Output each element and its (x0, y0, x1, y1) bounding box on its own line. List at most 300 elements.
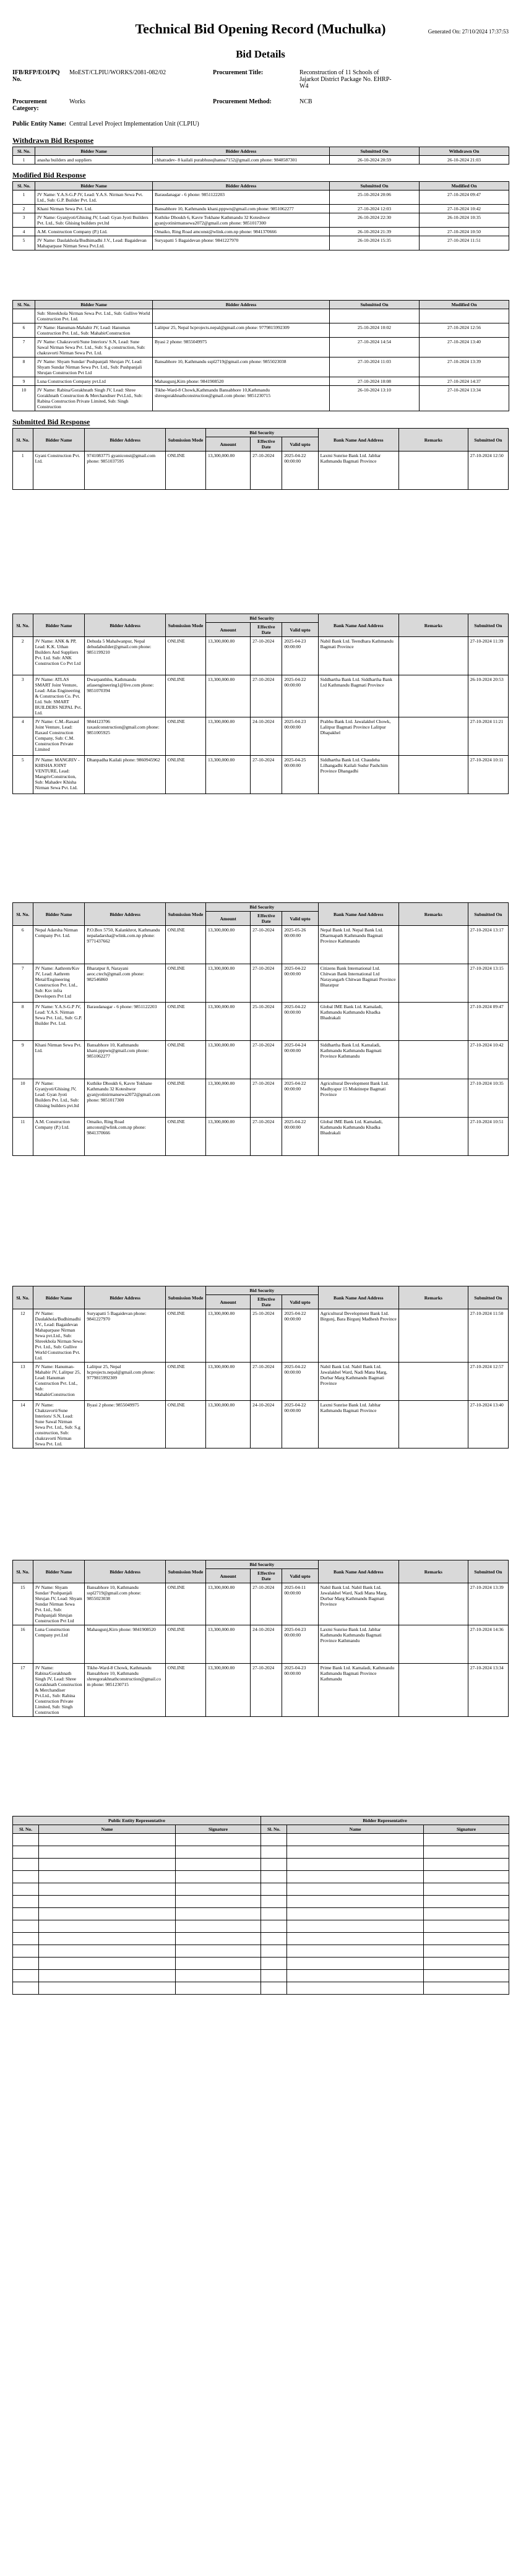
modified-header-cell: Bidder Name (35, 182, 153, 190)
modified-cell: 26-10-2024 22:30 (330, 213, 420, 228)
submitted-header-cell: Sl. No. (13, 1286, 33, 1309)
submitted-cell: 5 (13, 756, 33, 794)
submitted-cell: Laxmi Sunrise Bank Ltd. Jabltar Kathmandu Bagmati Province (318, 1401, 398, 1448)
submitted-cell: Mahaugunj,Kirn phone: 9841908520 (85, 1625, 165, 1664)
rep-header-cell: Signature (424, 1825, 509, 1834)
submitted-cell: 27-10-2024 12:50 (468, 451, 508, 490)
submitted-cell: 27-10-2024 (251, 1079, 282, 1118)
rep-cell (424, 1958, 509, 1970)
modified-cont-cell: 26-10-2024 13:10 (330, 386, 420, 411)
submitted-header-cell: Bidder Address (85, 429, 165, 451)
submitted-cell: 2025-04-24 00:00:00 (282, 1041, 318, 1079)
submitted-cell: Laxmi Sunrise Bank Ltd. Jabltar Kathmandu Bagmati Province (318, 451, 398, 490)
submitted-cell: 27-10-2024 (251, 1363, 282, 1401)
modified-header-cell: Modified On (420, 182, 509, 190)
submitted-cell: 2025-04-22 00:00:00 (282, 964, 318, 1003)
ifb-label: IFB/RFP/EOI/PQ No. (12, 69, 60, 83)
submitted-cell: Khani Nirman Sewa Pvt. Ltd. (33, 1041, 85, 1079)
submitted-cell: 16 (13, 1625, 33, 1664)
bid-security-subheader: Valid upto (282, 437, 318, 451)
rep-cell (176, 1945, 261, 1958)
modified-cell: 27-10-2024 11:51 (420, 236, 509, 250)
submitted-cell: 27-10-2024 13:39 (468, 1583, 508, 1625)
modified-cont-row (13, 323, 509, 338)
withdrawn-header-cell: Bidder Address (153, 147, 330, 156)
modified-cont-cell: Luna Construction Company pvt.Ltd (35, 377, 153, 386)
rep-cell (424, 1896, 509, 1908)
submitted-cell: 7 (13, 964, 33, 1003)
modified-row (13, 205, 509, 213)
modified-cont-header-cell: Modified On (420, 301, 509, 309)
rep-row (13, 1859, 509, 1871)
bid-security-subheader: Effective Date (251, 623, 282, 637)
modified-cell: JV Name: Daulakhola/Budhimadhi J.V., Lead: Bagaidevan Mahaparpase Nirman Sewa Pvt.Ltd. (35, 236, 153, 250)
modified-cont-header-cell: Bidder Name (35, 301, 153, 309)
rep-row (13, 1908, 509, 1920)
submitted-row (13, 1309, 509, 1363)
submitted-cell: Byasi 2 phone: 9855049975 (85, 1401, 165, 1448)
modified-cont-cell: 6 (13, 323, 35, 338)
submitted-cell: Gyani Construction Pvt. Ltd. (33, 451, 85, 490)
rep-row (13, 1834, 509, 1846)
modified-cell: JV Name: Gyanjyoti/Ghising JV, Lead: Gyan Jyoti Builders Pvt. Ltd., Sub: Ghising builders pvt.ltd (35, 213, 153, 228)
submitted-cell: ONLINE (165, 964, 205, 1003)
submitted-cell (398, 1118, 468, 1156)
withdrawn-heading: Withdrawn Bid Response (12, 136, 94, 145)
submitted-cell: 27-10-2024 10:11 (468, 756, 508, 794)
rep-cell (13, 1945, 39, 1958)
rep-cell (176, 1920, 261, 1933)
rep-cell (176, 1883, 261, 1896)
bid-security-subheader: Amount (205, 1295, 250, 1309)
submitted-cell: Nabil Bank Ltd. Teendhara Kathmandu Bagmati Province (318, 637, 398, 675)
method-label: Procurement Method: (213, 98, 272, 105)
submitted-row (13, 1041, 509, 1079)
submitted-cell: 13,300,000.00 (205, 1079, 250, 1118)
submitted-cell: 13,300,000.00 (205, 717, 250, 756)
rep-cell (39, 1920, 176, 1933)
submitted-cell: 27-10-2024 14:36 (468, 1625, 508, 1664)
entity-value: Central Level Project Implementation Unit (CLPIU) (69, 121, 199, 127)
submitted-cell: Siddhartha Bank Ltd. Siddhartha Bank Ltd Kathmandu Bagmati Province (318, 675, 398, 717)
submitted-cell: Laxmi Sunrise Bank Ltd. Jabltar Kathmandu Kathmandu Bagmati Province Kathmandu (318, 1625, 398, 1664)
modified-cont-cell: Byasi 2 phone: 9855049975 (153, 338, 330, 357)
submitted-cell: 25-10-2024 (251, 1003, 282, 1041)
submitted-cell: 27-10-2024 12:57 (468, 1363, 508, 1401)
rep-cell (424, 1933, 509, 1945)
public-entity-rep-heading: Public Entity Representative (13, 1816, 261, 1825)
category-value: Works (69, 98, 85, 105)
submitted-header-cell: Sl. No. (13, 1560, 33, 1583)
rep-cell (13, 1871, 39, 1883)
submitted-cell: Bansabhore 10, Kathmandu khani.pppwn@gmail.com phone: 9851062277 (85, 1041, 165, 1079)
submitted-cell: 2025-04-22 00:00:00 (282, 1003, 318, 1041)
rep-cell (261, 1896, 287, 1908)
submitted-cell: 27-10-2024 11:21 (468, 717, 508, 756)
submitted-cell: JV Name: C.M.-Raxaul Joint Venture, Lead: Raxaul Construction Company, Sub: C.M. Construction Private Limited (33, 717, 85, 756)
submitted-table (12, 1560, 509, 1717)
modified-cont-row (13, 377, 509, 386)
submitted-header-cell: Submitted On (468, 614, 508, 637)
ifb-value: MoEST/CLPIU/WORKS/2081-082/02 (69, 69, 166, 76)
submitted-cell: ONLINE (165, 717, 205, 756)
modified-cell: Bansabhore 10, Kathmandu khani.pppwn@gmail.com phone: 9851062277 (153, 205, 330, 213)
submitted-cell: 1 (13, 451, 33, 490)
rep-cell (13, 1933, 39, 1945)
submitted-cell (398, 926, 468, 964)
rep-cell (39, 1834, 176, 1846)
rep-cell (176, 1834, 261, 1846)
submitted-cell: JV Name: Rabina/Gorakhnath Singh JV, Lead: Shree Gorakhnath Construction & Merchandiser Pvt.Ltd., Sub: Rabina Construction Private Limited, Sub: Singh Construction (33, 1664, 85, 1717)
submitted-row (13, 675, 509, 717)
withdrawn-header-cell: Withdrawn On (420, 147, 509, 156)
submitted-cell: Prime Bank Ltd. Kamaladi, Kathmandu Kathmandu Bagmati Province Kathmandu (318, 1664, 398, 1717)
submitted-cell: 27-10-2024 09:47 (468, 1003, 508, 1041)
rep-cell (261, 1982, 287, 1995)
submitted-cell: 13,300,000.00 (205, 1625, 250, 1664)
modified-cell: 4 (13, 228, 35, 236)
submitted-cell: JV Name: Shyam Sundar/ Pushpanjali Shrujan JV, Lead: Shyam Sundar Nirman Sewa Pvt. Ltd., Sub: Pushpanjali Shrujan Construction Pvt Ltd (33, 1583, 85, 1625)
submitted-cell: Kuthike Dhoukh 6, Kavre Tokhane Kathmandu 32 Koteshwor gyanjyotinirmansewa2072@gmail.com phone: 9851017300 (85, 1079, 165, 1118)
modified-cont-cell: JV Name: Shyam Sundar/ Pushpanjali Shrujan JV, Lead: Shyam Sundar Nirman Sewa Pvt. Ltd., Sub: Pushpanjali Shrujan Construction Pvt Ltd (35, 357, 153, 377)
submitted-cell: Nepal Bank Ltd. Nepal Bank Ltd. Dharmapath Kathmandu Bagmati Province Kathmandu (318, 926, 398, 964)
submitted-cell: 9844123706 raxaulconstruction@gmail.com phone: 9851005925 (85, 717, 165, 756)
modified-cont-cell: Bansabhore 10, Kathmandu sspl2719@gmail.com phone: 9855023038 (153, 357, 330, 377)
submitted-cell: 27-10-2024 10:42 (468, 1041, 508, 1079)
modified-cont-cell: 27-10-2024 14:37 (420, 377, 509, 386)
withdrawn-cell: 26-10-2024 21:03 (420, 156, 509, 165)
modified-cont-cell: 27-10-2024 10:08 (330, 377, 420, 386)
submitted-cell: 2025-04-23 00:00:00 (282, 1625, 318, 1664)
rep-cell (287, 1970, 424, 1982)
modified-cont-cell: 7 (13, 338, 35, 357)
submitted-header-cell: Submission Mode (165, 1286, 205, 1309)
rep-row (13, 1896, 509, 1908)
submitted-cell: ONLINE (165, 637, 205, 675)
modified-cont-header-cell: Sl. No. (13, 301, 35, 309)
submitted-cell: Bharatpur 8, Narayani aeoc.ctech@gmail.com phone: 982546860 (85, 964, 165, 1003)
submitted-cell: 2025-04-25 00:00:00 (282, 756, 318, 794)
submitted-cell: 2025-04-11 00:00:00 (282, 1583, 318, 1625)
submitted-cell: 13,300,000.00 (205, 1401, 250, 1448)
withdrawn-header-cell: Sl. No. (13, 147, 35, 156)
modified-cell: 26-10-2024 15:35 (330, 236, 420, 250)
bid-security-subheader: Amount (205, 912, 250, 926)
rep-cell (13, 1920, 39, 1933)
submitted-header-cell: Submitted On (468, 429, 508, 451)
submitted-cell: 6 (13, 926, 33, 964)
submitted-cell: ONLINE (165, 1041, 205, 1079)
modified-cont-cell: Tikhe-Ward-8 Chowk,Kathmandu Bansabhore 10,Kathmandu shreegorakhnathconstruction@gmail.com phone: 9851230715 (153, 386, 330, 411)
rep-cell (176, 1908, 261, 1920)
submitted-header-cell: Remarks (398, 429, 468, 451)
rep-cell (13, 1982, 39, 1995)
withdrawn-cell: 26-10-2024 20:59 (330, 156, 420, 165)
rep-cell (287, 1846, 424, 1859)
submitted-cell: 2025-04-22 00:00:00 (282, 451, 318, 490)
submitted-row (13, 637, 509, 675)
rep-cell (13, 1970, 39, 1982)
procurement-title-value: Reconstruction of 11 Schools of Jajarkot District Package No. EHRP-W4 (299, 69, 392, 90)
rep-cell (261, 1883, 287, 1896)
submitted-cell: Dhanpadha Kailali phone: 9860945962 (85, 756, 165, 794)
modified-cont-cell: JV Name: Chakravorti/Sune Interiors/ S.N, Lead: Sune Sawal Nirman Sewa Pvt. Ltd., Sub: S.g construction, Sub: chakravorti Nirman Sewa Pvt. Ltd. (35, 338, 153, 357)
bid-security-subheader: Valid upto (282, 1569, 318, 1583)
modified-cont-cell (13, 309, 35, 323)
submitted-cell: Citizens Bank International Ltd. Chitwan Bank International Ltd Narayangarh Chitwan Bagmati Province Bharatpur (318, 964, 398, 1003)
submitted-row (13, 1363, 509, 1401)
rep-header-cell: Signature (176, 1825, 261, 1834)
submitted-cell: 2025-04-23 00:00:00 (282, 1664, 318, 1717)
rep-row (13, 1883, 509, 1896)
submitted-cell: 27-10-2024 (251, 675, 282, 717)
modified-cell: 5 (13, 236, 35, 250)
submitted-cell: 2025-04-22 00:00:00 (282, 1118, 318, 1156)
modified-cell: 26-10-2024 10:35 (420, 213, 509, 228)
modified-cont-cell (153, 309, 330, 323)
submitted-cell: 2025-04-22 00:00:00 (282, 1401, 318, 1448)
modified-header-cell: Bidder Address (153, 182, 330, 190)
submitted-cell: ONLINE (165, 756, 205, 794)
rep-cell (39, 1846, 176, 1859)
submitted-row (13, 756, 509, 794)
rep-row (13, 1958, 509, 1970)
submitted-cell: A.M. Construction Company (P.) Ltd. (33, 1118, 85, 1156)
submitted-cell: 13,300,000.00 (205, 1309, 250, 1363)
submitted-cell (398, 1664, 468, 1717)
rep-cell (176, 1859, 261, 1871)
rep-cell (13, 1896, 39, 1908)
modified-table (12, 181, 509, 250)
submitted-cell: JV Name: Y.A.S-G.P JV, Lead: Y.A.S. Nirman Sewa Pvt. Ltd., Sub: G.P. Builder Pvt. Ltd. (33, 1003, 85, 1041)
modified-cell: 27-10-2024 12:03 (330, 205, 420, 213)
modified-cell: A.M. Construction Company (P.) Ltd. (35, 228, 153, 236)
submitted-table (12, 614, 509, 794)
submitted-table (12, 428, 509, 490)
submitted-cell: 27-10-2024 (251, 1583, 282, 1625)
modified-cont-cell: 27-10-2024 14:54 (330, 338, 420, 357)
submitted-header-cell: Submission Mode (165, 614, 205, 637)
rep-cell (13, 1859, 39, 1871)
modified-row (13, 213, 509, 228)
rep-cell (39, 1970, 176, 1982)
submitted-header-cell: Bidder Name (33, 429, 85, 451)
submitted-cell: 14 (13, 1401, 33, 1448)
submitted-cell: 13,300,000.00 (205, 926, 250, 964)
rep-header-cell: Sl. No. (261, 1825, 287, 1834)
submitted-cell: 2025-04-22 00:00:00 (282, 675, 318, 717)
bid-security-subheader: Amount (205, 437, 250, 451)
rep-cell (287, 1896, 424, 1908)
modified-cont-cell: Sub: Shreekhola Nirman Sewa Pvt. Ltd., Sub: Gullive World Construction Pvt. Ltd. (35, 309, 153, 323)
modified-cont-cell: 27-10-2024 11:03 (330, 357, 420, 377)
modified-cont-cell: 27-10-2024 13:39 (420, 357, 509, 377)
bid-security-subheader: Valid upto (282, 912, 318, 926)
withdrawn-cell: anasha builders and suppliers (35, 156, 153, 165)
submitted-cell: 27-10-2024 11:39 (468, 637, 508, 675)
rep-row (13, 1920, 509, 1933)
rep-row (13, 1945, 509, 1958)
submitted-cell: 10 (13, 1079, 33, 1118)
submitted-cell: 13,300,000.00 (205, 637, 250, 675)
category-label: Procurement Category: (12, 98, 47, 112)
modified-cell: 1 (13, 190, 35, 205)
modified-cell: Suryapatti 5 Bagaidevan phone: 9841227970 (153, 236, 330, 250)
rep-cell (39, 1958, 176, 1970)
submitted-cell: Dehuda 5 Mahalwanpur, Nepal dehudabuilder@gmail.com phone: 9851199210 (85, 637, 165, 675)
modified-cell: 25-10-2024 20:06 (330, 190, 420, 205)
modified-cont-cell: 8 (13, 357, 35, 377)
submitted-cell: 12 (13, 1309, 33, 1363)
rep-cell (176, 1982, 261, 1995)
submitted-header-cell: Bank Name And Address (318, 1560, 398, 1583)
submitted-header-cell: Bid Security (205, 614, 318, 623)
modified-cell: 2 (13, 205, 35, 213)
rep-cell (424, 1920, 509, 1933)
modified-cont-cell: JV Name: Rabina/Gorakhnath Singh JV, Lead: Shree Gorakhnath Construction & Merchandiser Pvt.Ltd., Sub: Rabina Construction Private Limited, Sub: Singh Construction (35, 386, 153, 411)
submitted-header-cell: Bank Name And Address (318, 1286, 398, 1309)
submitted-cell: Lalitpur 25, Nepal hcprojects.nepal@gmail.com phone: 9779815992309 (85, 1363, 165, 1401)
modified-header-cell: Submitted On (330, 182, 420, 190)
rep-cell (287, 1982, 424, 1995)
rep-cell (287, 1920, 424, 1933)
submitted-cell (398, 964, 468, 1003)
modified-cont-cell: JV Name: Hanuman-Mahabir JV, Lead: Hanuman Construction Pvt. Ltd., Sub: MahabirConstruction (35, 323, 153, 338)
rep-row (13, 1970, 509, 1982)
submitted-cell (398, 1309, 468, 1363)
submitted-cell: 13,300,000.00 (205, 1118, 250, 1156)
submitted-cell: 27-10-2024 (251, 451, 282, 490)
rep-cell (39, 1982, 176, 1995)
modified-row (13, 190, 509, 205)
submitted-cell: Siddhartha Bank Ltd. Kamaladi, Kathmandu Kathmandu Bagmati Province Kathmandu (318, 1041, 398, 1079)
submitted-cell: Global IME Bank Ltd. Kamaladi, Kathmandu Kathmandu Khadka Bhadrakali (318, 1003, 398, 1041)
submitted-cell: 25-10-2024 (251, 1309, 282, 1363)
submitted-table (12, 902, 509, 1156)
modified-cont-cell (420, 309, 509, 323)
representatives-table (12, 1816, 509, 1995)
submitted-cell: 13,300,000.00 (205, 1363, 250, 1401)
rep-cell (261, 1871, 287, 1883)
submitted-cell: JV Name: MANGRIV - KHISHA JOINT VENTURE, Lead: MangrivConstruction, Sub: Mahadev Khisha Nirman Sewa Pvt. Ltd. (33, 756, 85, 794)
rep-header-cell: Sl. No. (13, 1825, 39, 1834)
submitted-cell: 13,300,000.00 (205, 1583, 250, 1625)
rep-cell (287, 1834, 424, 1846)
modified-cell: 3 (13, 213, 35, 228)
bid-details-heading: Bid Details (236, 48, 285, 60)
rep-cell (261, 1970, 287, 1982)
rep-cell (39, 1883, 176, 1896)
modified-cont-row (13, 357, 509, 377)
submitted-cell: JV Name: Aathrem/Ksv JV, Lead: Aathrem Metal/Engineering Construction Pvt. Ltd., Sub: Ksv infra Developers Pvt Ltd (33, 964, 85, 1003)
rep-cell (13, 1908, 39, 1920)
modified-cont-cell: 10 (13, 386, 35, 411)
rep-cell (176, 1970, 261, 1982)
submitted-cell: JV Name: ATLAS SMART Joint Venture, Lead: Atlas Engineering & Construction Co. Pvt. Ltd. Sub: SMART BUILDERS NEPAL Pvt. Ltd. (33, 675, 85, 717)
submitted-cell: Nabil Bank Ltd. Nabil Bank Ltd. Jawalakhel Ward, Nadi Mana Marg, Durbar Marg Kathmandu Bagmati Province (318, 1583, 398, 1625)
bid-security-subheader: Effective Date (251, 1295, 282, 1309)
rep-cell (287, 1859, 424, 1871)
submitted-cell: Suryapatti 5 Bagaidevan phone: 9841227970 (85, 1309, 165, 1363)
bid-security-subheader: Valid upto (282, 623, 318, 637)
submitted-cell: 13,300,000.00 (205, 964, 250, 1003)
bid-security-subheader: Effective Date (251, 912, 282, 926)
modified-cell: 27-10-2024 10:42 (420, 205, 509, 213)
submitted-cell: 13,300,000.00 (205, 1664, 250, 1717)
procurement-title-label: Procurement Title: (213, 69, 264, 76)
submitted-cell: Global IME Bank Ltd. Kamaladi, Kathmandu Kathmandu Khadka Bhadrakali (318, 1118, 398, 1156)
submitted-cell: ONLINE (165, 1625, 205, 1664)
submitted-header-cell: Bank Name And Address (318, 903, 398, 926)
withdrawn-header-cell: Bidder Name (35, 147, 153, 156)
modified-cell: JV Name: Y.A.S-G.P JV, Lead: Y.A.S. Nirman Sewa Pvt. Ltd., Sub: G.P. Builder Pvt. Ltd. (35, 190, 153, 205)
modified-row (13, 228, 509, 236)
submitted-cell (398, 1363, 468, 1401)
submitted-cell: 27-10-2024 13:34 (468, 1664, 508, 1717)
rep-header-cell: Name (287, 1825, 424, 1834)
modified-cont-header-cell: Bidder Address (153, 301, 330, 309)
submitted-cell: ONLINE (165, 1118, 205, 1156)
submitted-header-cell: Submitted On (468, 1286, 508, 1309)
submitted-heading: Submitted Bid Response (12, 417, 90, 426)
submitted-cell: Luna Construction Company pvt.Ltd (33, 1625, 85, 1664)
submitted-cell: 2025-04-22 00:00:00 (282, 1079, 318, 1118)
submitted-cell: 27-10-2024 (251, 1118, 282, 1156)
submitted-cell: 2 (13, 637, 33, 675)
rep-cell (261, 1846, 287, 1859)
submitted-header-cell: Bid Security (205, 429, 318, 437)
submitted-cell (398, 1625, 468, 1664)
submitted-header-cell: Bid Security (205, 1560, 318, 1569)
rep-cell (287, 1908, 424, 1920)
modified-cont-cell (330, 309, 420, 323)
rep-cell (287, 1883, 424, 1896)
modified-cont-cell: 9 (13, 377, 35, 386)
rep-cell (261, 1933, 287, 1945)
submitted-cell: 3 (13, 675, 33, 717)
rep-cell (287, 1945, 424, 1958)
submitted-row (13, 1401, 509, 1448)
bid-security-subheader: Effective Date (251, 437, 282, 451)
submitted-header-cell: Sl. No. (13, 429, 33, 451)
submitted-cell (398, 1041, 468, 1079)
submitted-cell: 9 (13, 1041, 33, 1079)
submitted-row (13, 451, 509, 490)
rep-cell (261, 1859, 287, 1871)
submitted-cell: JV Name: ANK & PP, Lead: K.K. Uthan Builders And Suppliers Pvt. Ltd. Sub: ANK Construction Co Pvt Ltd (33, 637, 85, 675)
rep-cell (424, 1859, 509, 1871)
modified-cont-header-cell: Submitted On (330, 301, 420, 309)
modified-cell: 26-10-2024 21:39 (330, 228, 420, 236)
modified-cont-cell: 27-10-2024 13:40 (420, 338, 509, 357)
submitted-cell: Nepal Adarsha Nirman Company Pvt. Ltd. (33, 926, 85, 964)
submitted-cell: JV Name: Gyanjyoti/Ghising JV, Lead: Gyan Jyoti Builders Pvt. Ltd., Sub: Ghising builders pvt.ltd (33, 1079, 85, 1118)
rep-cell (176, 1846, 261, 1859)
rep-cell (287, 1871, 424, 1883)
rep-cell (261, 1908, 287, 1920)
submitted-cell: Tikhe-Ward-8 Chowk, Kathmandu Bansabhore 10, Kathmandu shreegorakhnathconstruction@gmail.com phone: 9851230715 (85, 1664, 165, 1717)
bid-details (12, 69, 509, 127)
submitted-row (13, 717, 509, 756)
submitted-header-cell: Submission Mode (165, 903, 205, 926)
submitted-cell (398, 1401, 468, 1448)
submitted-cell: 13,300,000.00 (205, 1003, 250, 1041)
submitted-header-cell: Remarks (398, 1560, 468, 1583)
submitted-header-cell: Bidder Address (85, 1560, 165, 1583)
submitted-cell (398, 637, 468, 675)
modified-cell: 27-10-2024 10:50 (420, 228, 509, 236)
submitted-cell: 24-10-2024 (251, 1401, 282, 1448)
